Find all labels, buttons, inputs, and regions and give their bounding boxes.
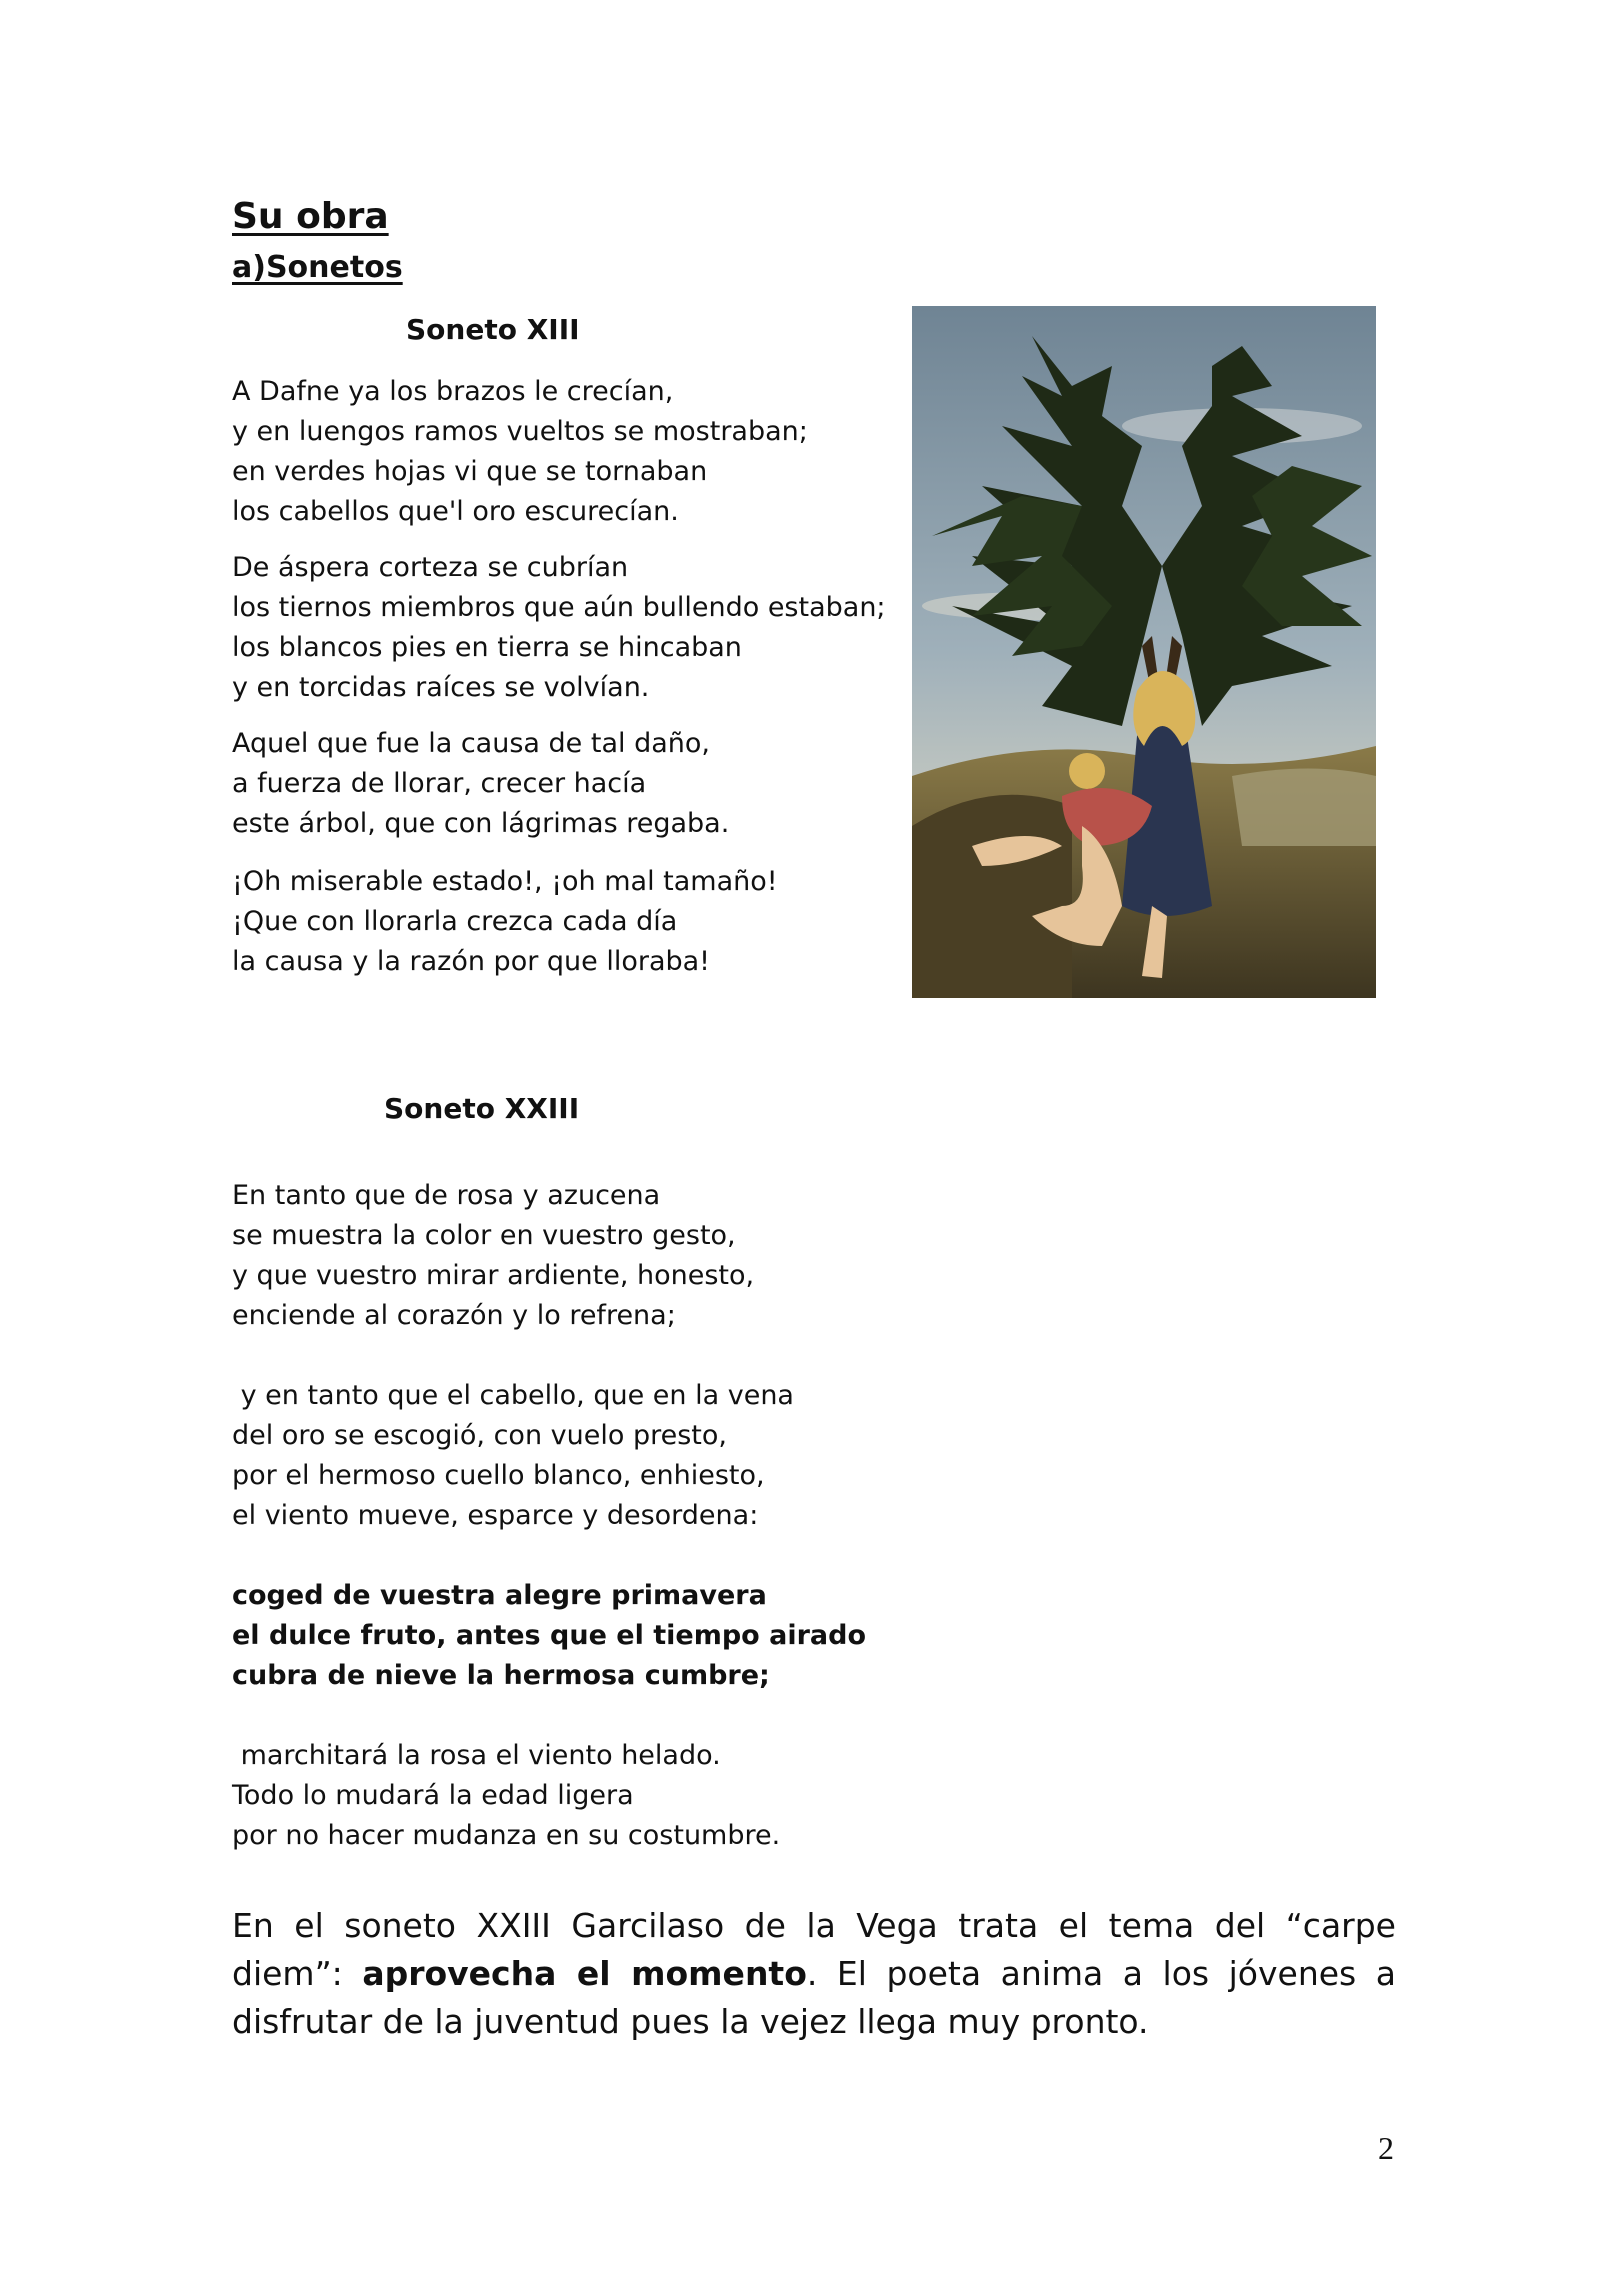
- soneto-xiii-stanza-1: [232, 372, 808, 532]
- verse-line: En tanto que de rosa y azucena: [232, 1180, 661, 1211]
- soneto-xxiii-stanza-4: [232, 1736, 780, 1856]
- soneto-xiii-stanza-3: [232, 724, 729, 844]
- verse-line: por el hermoso cuello blanco, enhiesto,: [232, 1460, 765, 1491]
- verse-line: los cabellos que'l oro escurecían.: [232, 496, 679, 527]
- commentary-text: En el soneto XXIII Garcilaso de la Vega trata el tema del “carpe diem”:: [232, 1906, 1396, 1993]
- apollo-daphne-painting: [912, 306, 1376, 998]
- verse-line: los tiernos miembros que aún bullendo estaban;: [232, 592, 886, 623]
- soneto-xiii-stanza-4: [232, 862, 778, 982]
- verse-line: y en torcidas raíces se volvían.: [232, 672, 650, 703]
- soneto-xiii-stanza-2: [232, 548, 886, 708]
- soneto-xxiii-title: Soneto XXIII: [384, 1092, 580, 1125]
- verse-line: Todo lo mudará la edad ligera: [232, 1780, 634, 1811]
- verse-line: en verdes hojas vi que se tornaban: [232, 456, 708, 487]
- verse-line: marchitará la rosa el viento helado.: [232, 1740, 721, 1771]
- verse-line: se muestra la color en vuestro gesto,: [232, 1220, 736, 1251]
- verse-line: del oro se escogió, con vuelo presto,: [232, 1420, 727, 1451]
- verse-line: ¡Que con llorarla crezca cada día: [232, 906, 678, 937]
- verse-line: y en tanto que el cabello, que en la vena: [232, 1380, 794, 1411]
- verse-line: cubra de nieve la hermosa cumbre;: [232, 1660, 770, 1691]
- verse-line: a fuerza de llorar, crecer hacía: [232, 768, 647, 799]
- painting-illustration: [912, 306, 1376, 998]
- commentary-emphasis: aprovecha el momento: [362, 1954, 807, 1993]
- verse-line: los blancos pies en tierra se hincaban: [232, 632, 742, 663]
- page-heading: Su obra: [232, 196, 389, 237]
- soneto-xxiii-stanza-3: [232, 1576, 866, 1696]
- verse-line: este árbol, que con lágrimas regaba.: [232, 808, 730, 839]
- verse-line: la causa y la razón por que lloraba!: [232, 946, 711, 977]
- verse-line: por no hacer mudanza en su costumbre.: [232, 1820, 781, 1851]
- verse-line: ¡Oh miserable estado!, ¡oh mal tamaño!: [232, 866, 778, 897]
- verse-line: Aquel que fue la causa de tal daño,: [232, 728, 710, 759]
- soneto-xiii-title: Soneto XIII: [406, 313, 580, 346]
- verse-line: A Dafne ya los brazos le crecían,: [232, 376, 674, 407]
- verse-line: el dulce fruto, antes que el tiempo airado: [232, 1620, 867, 1651]
- verse-line: enciende al corazón y lo refrena;: [232, 1300, 676, 1331]
- commentary-paragraph: [232, 1902, 1396, 2046]
- section-subheading: a)Sonetos: [232, 250, 403, 285]
- verse-line: coged de vuestra alegre primavera: [232, 1580, 767, 1611]
- soneto-xxiii-stanza-2: [232, 1376, 794, 1536]
- verse-line: el viento mueve, esparce y desordena:: [232, 1500, 759, 1531]
- verse-line: De áspera corteza se cubrían: [232, 552, 629, 583]
- soneto-xxiii-stanza-1: [232, 1176, 754, 1336]
- verse-line: y en luengos ramos vueltos se mostraban;: [232, 416, 808, 447]
- commentary-text-end: . El poeta anima a los jóvenes a disfrutar de la juventud pues la vejez llega muy pronto.: [232, 1954, 1396, 2041]
- page-number: 2: [1378, 2130, 1394, 2166]
- verse-line: y que vuestro mirar ardiente, honesto,: [232, 1260, 755, 1291]
